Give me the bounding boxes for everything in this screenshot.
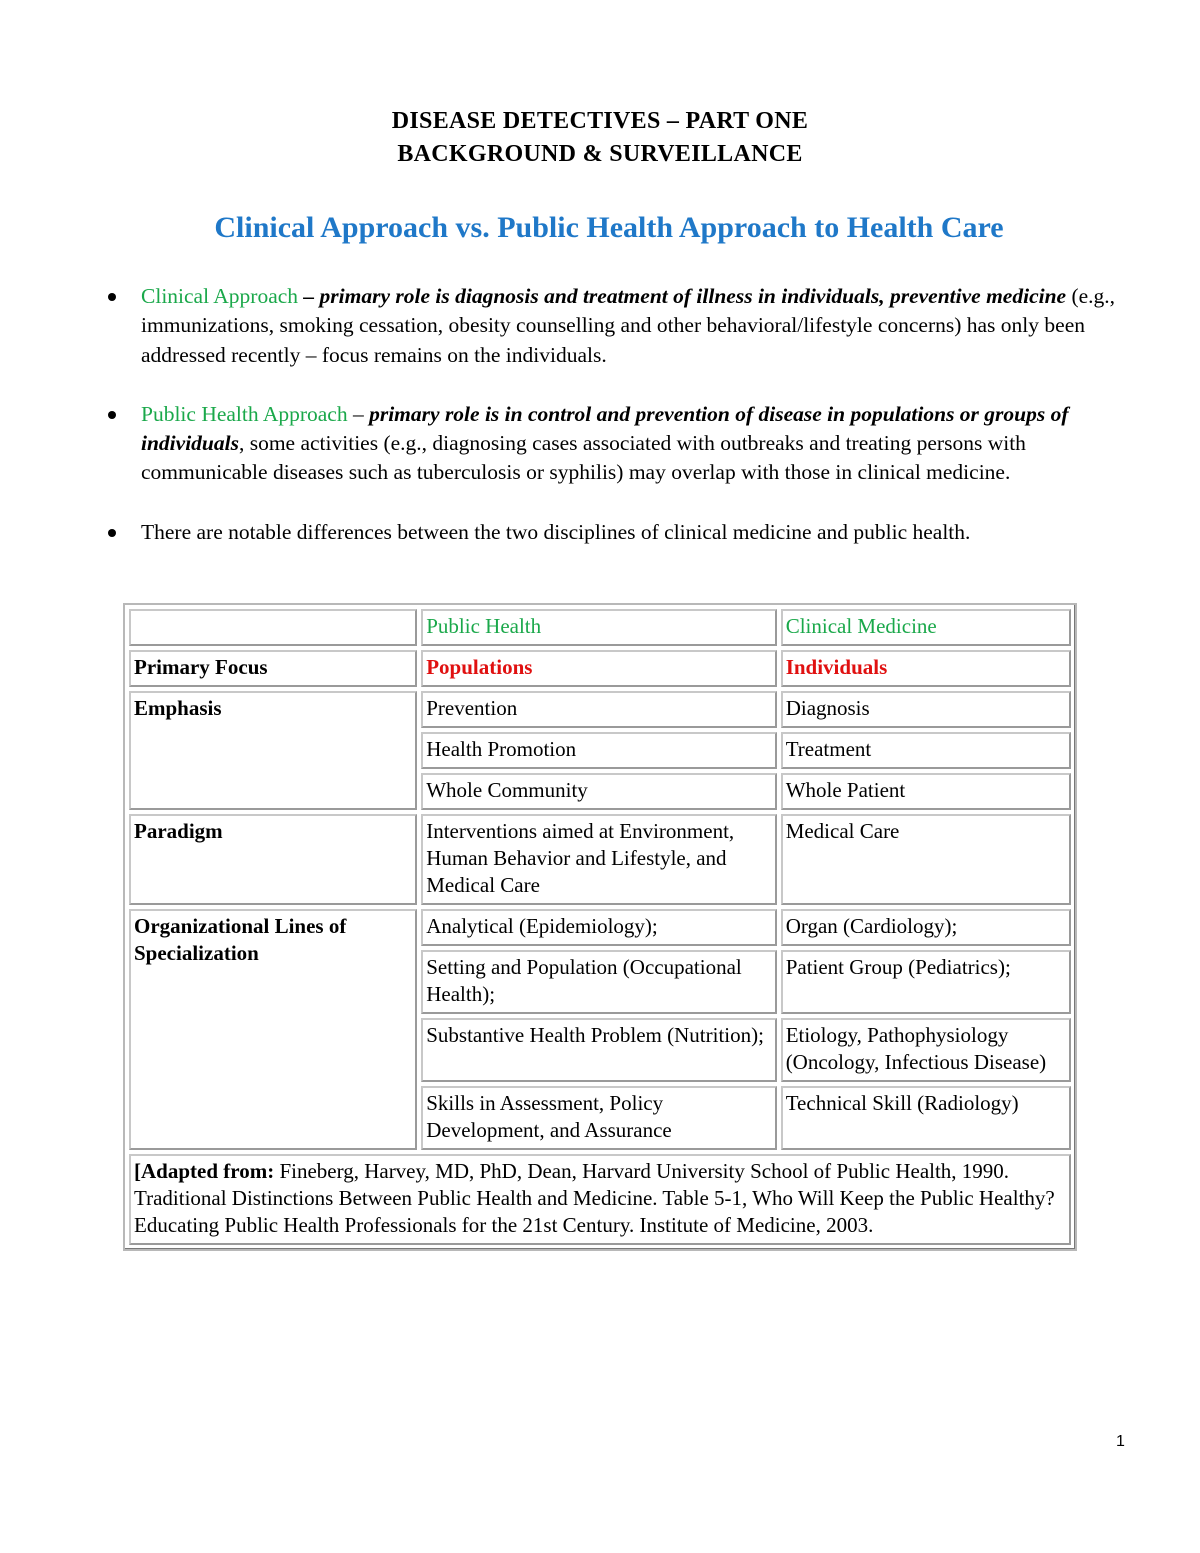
public-health-approach-text: , some activities (e.g., diagnosing cases associated with outbreaks and treating persons with communicable diseases such as tuberculosis or syphilis) may overlap with those in clinical medicine. [141,431,1026,485]
row-label-organizational: Organizational Lines of Specialization [129,909,417,1150]
clinical-approach-text: (e.g., immunizations, smoking cessation, obesity counselling and other behavioral/lifestyle concerns) has only been addressed recently – focus remains on the individuals. [141,284,1116,367]
table-cell: Setting and Population (Occupational Health); [421,950,776,1014]
table-row-paradigm [129,814,1071,905]
table-cell: Health Promotion [421,732,776,769]
table-header-row [129,609,1071,646]
table-cell: Substantive Health Problem (Nutrition); [421,1018,776,1082]
header-public-health: Public Health [421,609,776,646]
table-cell: Interventions aimed at Environment, Human Behavior and Lifestyle, and Medical Care [421,814,776,905]
cell-individuals: Individuals [781,650,1071,687]
page-number: 1 [1116,1433,1125,1450]
bullet-clinical-approach [105,282,1135,370]
header-clinical-medicine: Clinical Medicine [781,609,1071,646]
table-cell: Skills in Assessment, Policy Development, and Assurance [421,1086,776,1150]
bullet-list [105,282,1135,547]
source-note-cell [129,1154,1071,1245]
bullet-dot-icon [108,411,116,419]
comparison-table [123,603,1077,1251]
clinical-approach-dash: – [298,284,320,308]
public-health-approach-dash: – [347,401,370,426]
table-row-note [129,1154,1071,1245]
table-cell: Treatment [781,732,1071,769]
clinical-approach-emphasis: primary role is diagnosis and treatment of illness in individuals, preventive medicine [319,284,1067,308]
row-label-emphasis: Emphasis [129,691,417,810]
differences-text: There are notable differences between the two disciplines of clinical medicine and public health. [141,519,971,544]
clinical-approach-term: Clinical Approach [141,284,299,308]
bullet-dot-icon [108,293,116,301]
table-row-organizational [129,909,1071,946]
table-cell: Patient Group (Pediatrics); [781,950,1071,1014]
table-row-primary-focus [129,650,1071,687]
table-cell: Medical Care [781,814,1071,905]
bullet-public-health-approach [105,400,1135,488]
bullet-dot-icon [108,529,116,537]
table-cell: Whole Patient [781,773,1071,810]
table-cell: Analytical (Epidemiology); [421,909,776,946]
public-health-approach-term: Public Health Approach [141,401,348,426]
source-note-label: [Adapted from: [134,1159,275,1183]
section-title: Clinical Approach vs. Public Health Approach to Health Care [214,211,1004,244]
table-cell: Whole Community [421,773,776,810]
cell-populations: Populations [421,650,776,687]
document-heading-line1: DISEASE DETECTIVES – PART ONE [391,108,809,134]
document-heading-line2: BACKGROUND & SURVEILLANCE [397,141,803,167]
table-cell: Prevention [421,691,776,728]
row-label-paradigm: Paradigm [129,814,417,905]
row-label-primary-focus: Primary Focus [129,650,417,687]
bullet-differences [105,518,1135,547]
header-empty-cell [129,609,417,646]
source-note-text: Fineberg, Harvey, MD, PhD, Dean, Harvard University School of Public Health, 1990. Traditional Distinctions Between Public Health and Medicine. Table 5-1, Who Will Keep the Public Healthy? Educating Public Health Professionals for the 21st Century. Institute of Medicine, 2003. [134,1159,1055,1237]
table-cell: Organ (Cardiology); [781,909,1071,946]
table-cell: Etiology, Pathophysiology (Oncology, Infectious Disease) [781,1018,1071,1082]
table-row-emphasis [129,691,1071,728]
table-cell: Technical Skill (Radiology) [781,1086,1071,1150]
public-health-approach-emphasis: primary role is in control and prevention of disease in populations or groups of individuals [141,401,1069,456]
table-cell: Diagnosis [781,691,1071,728]
